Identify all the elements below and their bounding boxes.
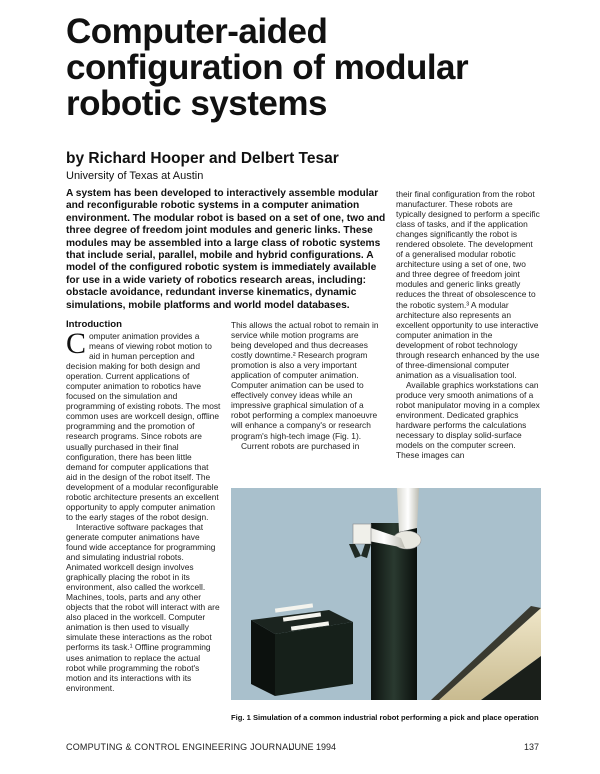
article-title bbox=[66, 14, 536, 122]
figure-caption: Fig. 1 Simulation of a common industrial robot performing a pick and place operation bbox=[231, 713, 539, 722]
column-1 bbox=[66, 319, 221, 693]
column-2-paragraph-1: This allows the actual robot to remain in service while motion programs are being developed and thus decreases costly downtime.² Research program promotion is also a very important application of computer animation. Computer animation can be used to effectively convey ideas while an impressive graphical simulation of a robot performing a complex manoeuvre will enhance a company's or research program's high-tech image (Fig. 1). bbox=[231, 320, 379, 441]
robot-illustration bbox=[231, 488, 541, 700]
intro-paragraph-2: Interactive software packages that generate computer animations have found wide acceptance for programming and simulating industrial robots. Animated workcell design involves graphically placing the robot in its environment, also called the workcell. Machines, tools, parts and any other objects that the robot will interact with are also placed in the workcell. Computer animation is then used to visually simulate these interactions as the robot performs its task.¹ Offline programming uses animation to replace the actual robot while programming the robot's motion and its interactions with its environment. bbox=[66, 521, 220, 693]
authors: by Richard Hooper and Delbert Tesar bbox=[66, 150, 339, 167]
abstract bbox=[66, 188, 391, 312]
abstract-text: A system has been developed to interactively assemble modular and reconfigurable robotic systems in a computer animation environment. The modular robot is based on a set of one, two and three degree of freedom joint modules and generic links. These modules may be assembled into a large class of robotic systems that include serial, parallel, mobile and hybrid configurations. A model of the configured robotic system is immediately available for use in a wide variety of robotics research areas, including: obstacle avoidance, redundant inverse kinematics, dynamic simulations, mobile platforms and world model databases. bbox=[66, 188, 386, 311]
figure-robot-simulation bbox=[231, 488, 541, 700]
column-2 bbox=[231, 320, 381, 451]
column-2-paragraph-2: Current robots are purchased in bbox=[241, 440, 360, 451]
column-3 bbox=[396, 189, 541, 460]
title-line-3: robotic systems bbox=[66, 84, 327, 123]
footer-date: JUNE 1994 bbox=[290, 742, 337, 752]
footer-page-number: 137 bbox=[524, 742, 540, 752]
column-3-paragraph-2: Available graphics workstations can produce very smooth animations of a robot manipulator moving in a complex environment. Dedicated graphics hardware performs the calculations necessary to display solid-surface models on the computer screen. These images can bbox=[396, 379, 540, 461]
drop-cap: C bbox=[66, 327, 87, 360]
robot-pillar bbox=[371, 523, 417, 700]
parts-box-front bbox=[275, 622, 353, 696]
intro-paragraph-1 bbox=[66, 327, 221, 522]
footer-journal: COMPUTING & CONTROL ENGINEERING JOURNAL bbox=[66, 742, 294, 752]
robot-upper-arm bbox=[397, 488, 419, 532]
intro-paragraph-1-text: omputer animation provides a means of viewing robot motion to aid in human perception and decision making for both design and operation. Current applications of computer animation to robotics have focused on the simulation and programming of existing robots. The most common uses are workcell design, offline programming and the promotion of research programs. Since robots are usually purchased in their final configuration, there has been little demand for computer applications that aid in the design of the robot itself. The development of a modular reconfigurable robotic architecture presents an excellent opportunity to apply computer animation to the early stages of the robot design. bbox=[66, 331, 221, 522]
title-line-1: Computer-aided bbox=[66, 12, 328, 51]
robot-wrist bbox=[353, 524, 371, 544]
section-heading: Introduction bbox=[66, 319, 122, 330]
column-3-paragraph-1: their final configuration from the robot manufacturer. These robots are typically designed to perform a specific class of tasks, and if the application changes significantly the robot is rendered obsolete. The development of a generalised modular robotic architecture using a set of one, two and three degree of freedom joint modules and generic links greatly reduces the threat of obsolescence to the robotic system.³ A modular architecture also represents an excellent opportunity to use interactive computer animation in the development of robot technology through research enhanced by the use of three-dimensional computer animation as a visualisation tool. bbox=[396, 189, 540, 380]
affiliation: University of Texas at Austin bbox=[66, 170, 204, 182]
title-line-2: configuration of modular bbox=[66, 48, 469, 87]
